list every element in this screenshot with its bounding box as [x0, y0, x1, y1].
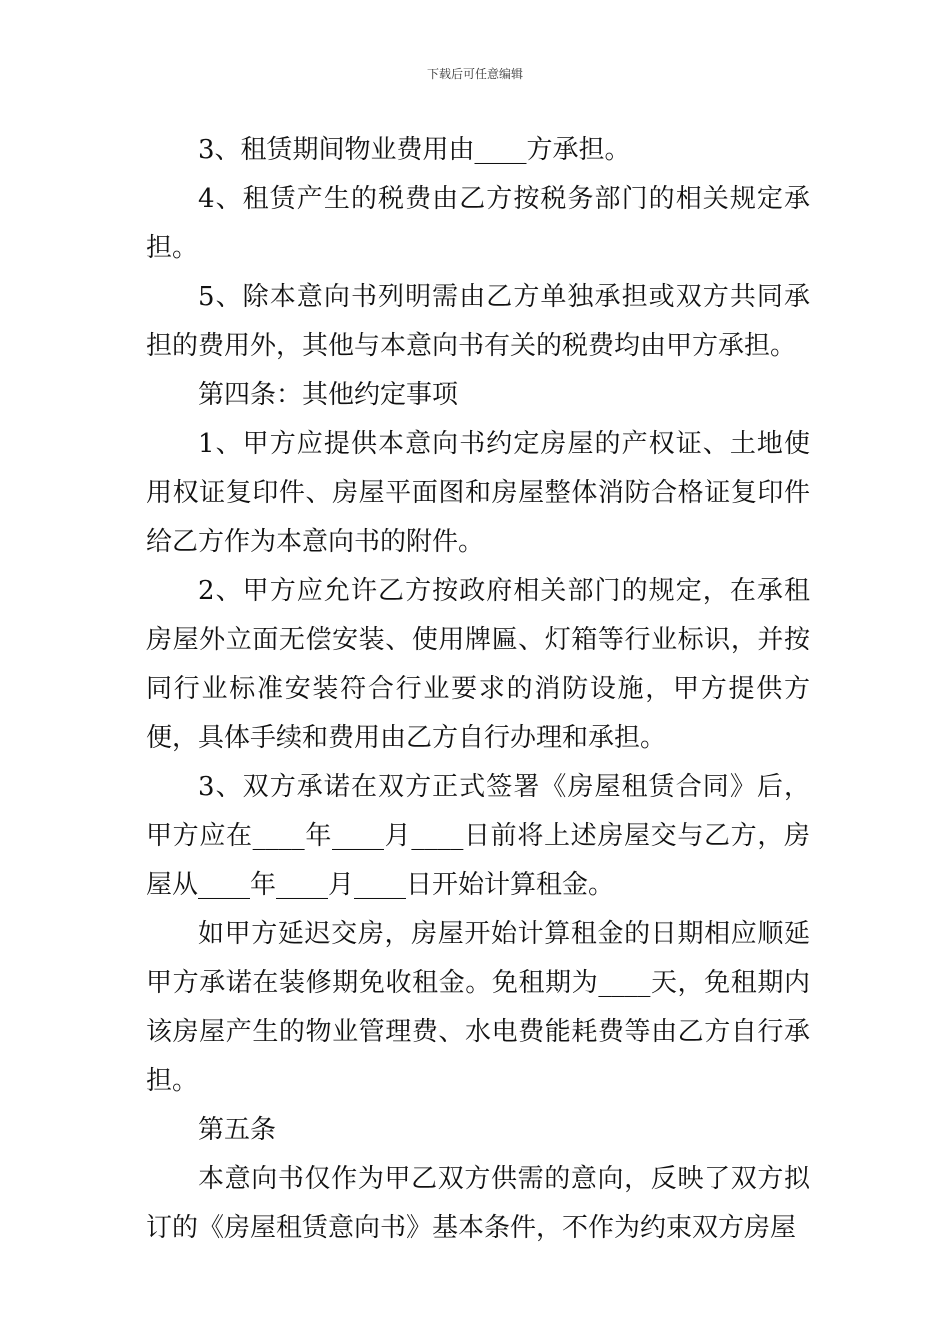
delay-clause: 如甲方延迟交房，房屋开始计算租金的日期相应顺延甲方承诺在装修期免收租金。免租期为____天，免租期内该房屋产生的物业管理费、水电费能耗费等由乙方自行承担。	[146, 919, 810, 1096]
article-4-item-3: 3、双方承诺在双方正式签署《房屋租赁合同》后，甲方应在____年____月____日前将上述房屋交与乙方，房屋从____年____月____日开始计算租金。	[146, 772, 810, 900]
article-5-heading: 第五条	[198, 1115, 277, 1145]
clause-5-other-tax: 5、除本意向书列明需由乙方单独承担或双方共同承担的费用外，其他与本意向书有关的税费均由甲方承担。	[146, 282, 810, 361]
document-body	[146, 126, 810, 1253]
page-header-note: 下载后可任意编辑	[426, 67, 523, 81]
clause-3-property-fee: 3、租赁期间物业费用由____方承担。	[198, 135, 631, 165]
article-4-item-2: 2、甲方应允许乙方按政府相关部门的规定，在承租房屋外立面无偿安装、使用牌匾、灯箱等行业标识，并按同行业标准安装符合行业要求的消防设施，甲方提供方便，具体手续和费用由乙方自行办理和承担。	[146, 576, 810, 753]
article-4-item-1: 1、甲方应提供本意向书约定房屋的产权证、土地使用权证复印件、房屋平面图和房屋整体消防合格证复印件给乙方作为本意向书的附件。	[146, 429, 810, 557]
clause-4-tax: 4、租赁产生的税费由乙方按税务部门的相关规定承担。	[146, 184, 810, 263]
article-5-body: 本意向书仅作为甲乙双方供需的意向，反映了双方拟订的《房屋租赁意向书》基本条件，不作为约束双方房屋	[146, 1164, 810, 1243]
article-4-heading: 第四条：其他约定事项	[198, 380, 459, 410]
